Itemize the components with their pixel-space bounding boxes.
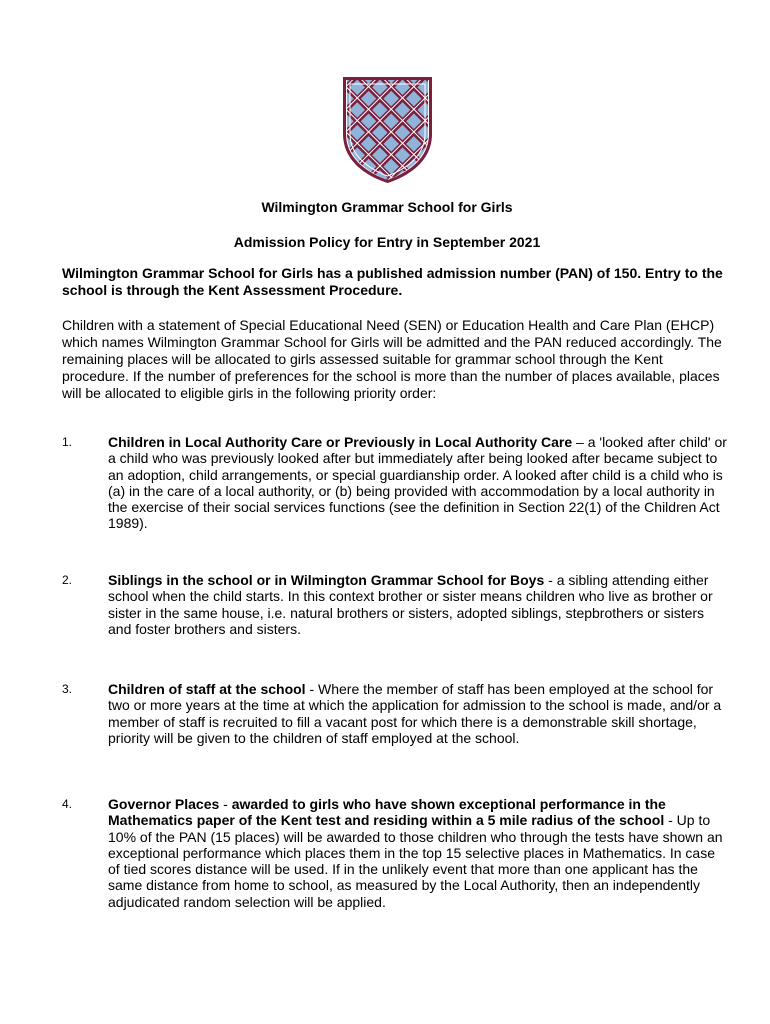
priority-heading: Children in Local Authority Care or Previously in Local Authority Care (108, 434, 573, 450)
priority-subheading: awarded to girls who have shown exceptional performance in the Mathematics paper of the Kent test and residing within a 5 mile radius of the school (108, 796, 666, 829)
policy-title: Admission Policy for Entry in September 2021 (233, 234, 541, 250)
priority-heading: Siblings in the school or in Wilmington Grammar School for Boys (108, 572, 545, 588)
crest-shield-icon (341, 76, 434, 184)
priority-text: - a sibling attending either school when the child starts. In this context brother or sister means children who live as brother or sister in the same house, i.e. natural brothers or sisters, adopted siblings, stepbrothers or sisters and foster brothers and sisters. (108, 572, 713, 637)
priority-item (62, 434, 732, 532)
priority-item (62, 681, 732, 746)
school-name-heading: Wilmington Grammar School for Girls (261, 199, 513, 215)
priority-number: 4. (62, 797, 73, 811)
priority-heading: Children of staff at the school (108, 681, 306, 697)
priority-text: - Up to 10% of the PAN (15 places) will be awarded to those children who through the tests have shown an exceptional performance which places them in the top 15 selective places in Mathematics. In case of tied scores distance will be used. If in the unlikely event that more than one applicant has the same distance from home to school, as measured by the Local Authority, then an independently adjudicated random selection will be applied. (108, 812, 723, 910)
priority-text: - Where the member of staff has been employed at the school for two or more years at the time at which the application for admission to the school is made, and/or a member of staff is recruited to fill a vacant post for which there is a demonstrable skill shortage, priority will be given to the children of staff employed at the school. (108, 681, 722, 746)
priority-number: 3. (62, 682, 73, 696)
intro-paragraph: Children with a statement of Special Educational Need (SEN) or Education Health and Care Plan (EHCP) which names Wilmington Grammar School for Girls will be admitted and the PAN reduced accordingly. The remaining places will be allocated to girls assessed suitable for grammar school through the Kent procedure. If the number of preferences for the school is more than the number of places available, places will be allocated to eligible girls in the following priority order: (62, 317, 722, 401)
school-crest (341, 76, 434, 184)
priority-number: 1. (62, 435, 73, 449)
priority-item (62, 572, 732, 637)
priority-text: – a 'looked after child' or a child who was previously looked after but immediately after being looked after became subject to an adoption, child arrangements, or special guardianship order. A looked after child is a child who is (a) in the care of a local authority, or (b) being provided with accommodation by a local authority in the exercise of their social services functions (see the definition in Section 22(1) of the Children Act 1989). (108, 434, 727, 532)
priority-item (62, 796, 732, 910)
priority-separator: - (219, 796, 232, 812)
priority-number: 2. (62, 573, 73, 587)
pan-statement: Wilmington Grammar School for Girls has a published admission number (PAN) of 150. Entry to the school is through the Kent Assessment Procedure. (62, 265, 723, 298)
priority-heading: Governor Places (108, 796, 220, 812)
